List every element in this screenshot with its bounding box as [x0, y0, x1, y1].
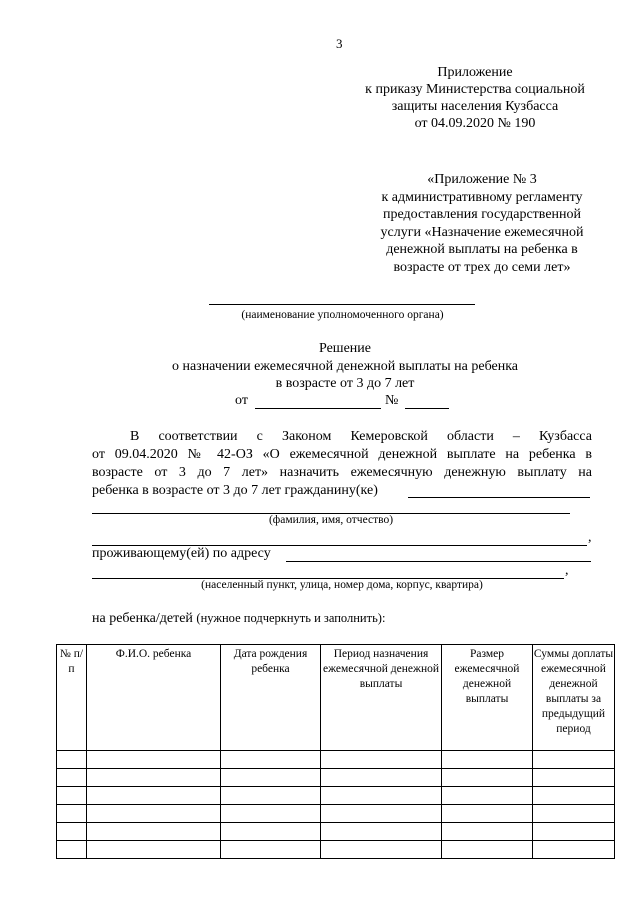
table-cell[interactable]: [533, 841, 615, 859]
approval-line: защиты населения Кузбасса: [391, 99, 559, 114]
decision-title: Решение: [318, 341, 371, 356]
children-table: [56, 644, 615, 859]
appendix-line: услуги «Назначение ежемесячной: [380, 224, 584, 240]
table-cell[interactable]: [442, 805, 533, 823]
table-cell[interactable]: [87, 751, 221, 769]
table-cell[interactable]: [87, 841, 221, 859]
table-cell[interactable]: [321, 787, 442, 805]
comma: ,: [588, 530, 592, 545]
table-cell[interactable]: [442, 823, 533, 841]
table-cell[interactable]: [533, 805, 615, 823]
table-cell[interactable]: [321, 805, 442, 823]
fio-line: [408, 497, 590, 498]
children-label: [92, 611, 385, 627]
decision-title-block: [150, 340, 540, 393]
table-row: [57, 841, 615, 859]
table-cell[interactable]: [442, 841, 533, 859]
header-period: Период назначения ежемесячной денежной выплаты: [321, 645, 442, 751]
body-line: В соответствии с Законом Кемеровской области – Кузбасса: [130, 429, 592, 444]
table-cell[interactable]: [321, 823, 442, 841]
table-cell[interactable]: [221, 769, 321, 787]
table-cell[interactable]: [442, 787, 533, 805]
header-surcharge: Суммы доплаты ежемесячной денежной выплаты за предыдущий период: [533, 645, 615, 751]
address-line: [286, 561, 591, 562]
appendix-line: предоставления государственной: [382, 207, 582, 222]
approval-block: [350, 64, 600, 132]
page-number: 3: [336, 36, 343, 51]
header-child-name: Ф.И.О. ребенка: [87, 645, 221, 751]
number-label: №: [385, 393, 399, 408]
address-caption: (населенный пункт, улица, номер дома, корпус, квартира): [201, 579, 483, 591]
table-row: [57, 787, 615, 805]
header-amount: Размер ежемесячной денежной выплаты: [442, 645, 533, 751]
appendix-block: [355, 171, 609, 276]
approval-line: Приложение: [437, 65, 513, 80]
appendix-line: «Приложение № 3: [427, 172, 537, 187]
number-line: [405, 408, 449, 409]
table-cell[interactable]: [442, 769, 533, 787]
table-cell[interactable]: [321, 769, 442, 787]
table-cell[interactable]: [221, 805, 321, 823]
decision-line: в возрасте от 3 до 7 лет: [275, 376, 415, 391]
appendix-line: возрасте от трех до семи лет»: [393, 259, 571, 275]
table-row: [57, 751, 615, 769]
table-cell[interactable]: [87, 823, 221, 841]
table-cell[interactable]: [87, 769, 221, 787]
table-cell[interactable]: [221, 823, 321, 841]
table-cell[interactable]: [57, 841, 87, 859]
header-number: № п/п: [57, 645, 87, 751]
table-cell[interactable]: [533, 787, 615, 805]
table-cell[interactable]: [533, 823, 615, 841]
date-line: [255, 408, 381, 409]
body-line: ребенка в возрасте от 3 до 7 лет гражданину(ке): [92, 483, 378, 498]
table-header-row: [57, 645, 615, 751]
approval-line: к приказу Министерства социальной: [365, 82, 585, 97]
table-cell[interactable]: [321, 841, 442, 859]
table-row: [57, 769, 615, 787]
children-hint: (нужное подчеркнуть и заполнить):: [196, 611, 386, 625]
table-cell[interactable]: [87, 805, 221, 823]
table-cell[interactable]: [221, 751, 321, 769]
table-cell[interactable]: [321, 751, 442, 769]
approval-line: от 04.09.2020 № 190: [414, 116, 536, 131]
appendix-line: к административному регламенту: [381, 189, 583, 205]
table-cell[interactable]: [533, 769, 615, 787]
table-cell[interactable]: [57, 823, 87, 841]
table-row: [57, 805, 615, 823]
organ-name-line: [209, 304, 475, 305]
table-row: [57, 823, 615, 841]
table-cell[interactable]: [221, 787, 321, 805]
address-label: проживающему(ей) по адресу: [92, 546, 271, 561]
children-label-text: на ребенка/детей: [92, 611, 193, 626]
body-line: возрасте от 3 до 7 лет» назначить ежемесячную денежную выплату на: [92, 465, 592, 480]
comma: ,: [565, 563, 569, 578]
table-cell[interactable]: [87, 787, 221, 805]
appendix-line: денежной выплаты на ребенка в: [386, 242, 578, 257]
body-line: от 09.04.2020 № 42-ОЗ «О ежемесячной денежной выплате на ребенка в: [92, 447, 592, 462]
table-cell[interactable]: [57, 769, 87, 787]
organ-caption: (наименование уполномоченного органа): [241, 309, 444, 321]
from-label: от: [235, 393, 248, 408]
table-cell[interactable]: [442, 751, 533, 769]
table-cell[interactable]: [221, 841, 321, 859]
decision-line: о назначении ежемесячной денежной выплаты на ребенка: [171, 358, 519, 374]
table-cell[interactable]: [57, 787, 87, 805]
fio-caption: (фамилия, имя, отчество): [268, 514, 394, 526]
table-cell[interactable]: [57, 751, 87, 769]
table-cell[interactable]: [533, 751, 615, 769]
table-cell[interactable]: [57, 805, 87, 823]
header-birth-date: Дата рождения ребенка: [221, 645, 321, 751]
